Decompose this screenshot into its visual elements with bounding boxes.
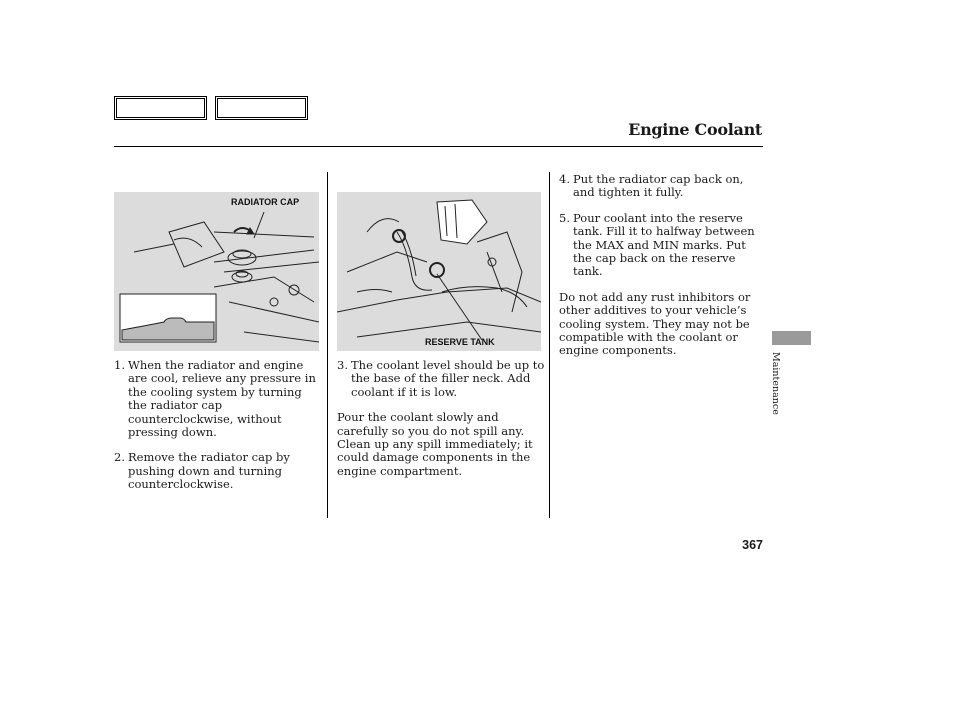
step-text: When the radiator and engine are cool, relieve any pressure in the cooling system by turning the radiator cap counterclockwise, without pressing down.: [128, 358, 316, 440]
column-divider: [327, 172, 328, 518]
page-number: 367: [742, 538, 763, 552]
step-number: 1.: [114, 358, 125, 372]
column-divider: [549, 172, 550, 518]
step-number: 5.: [559, 210, 570, 225]
radiator-cap-drawing: [114, 192, 319, 351]
body-paragraph: Pour the coolant slowly and carefully so you do not spill any. Clean up any spill immediately; it could damage components in the engine compartment.: [337, 410, 533, 478]
section-label: Maintenance: [770, 352, 781, 415]
page-title: Engine Coolant: [628, 120, 762, 139]
reserve-tank-label: RESERVE TANK: [425, 337, 495, 347]
step-number: 4.: [559, 172, 570, 186]
step-text: Remove the radiator cap by pushing down and turning counterclockwise.: [128, 450, 290, 492]
next-page-button[interactable]: [215, 96, 308, 120]
radiator-cap-illustration: [114, 192, 319, 351]
column-1-text: [114, 359, 320, 504]
step-number: 3.: [337, 358, 348, 372]
step-text: Put the radiator cap back on, and tighten it fully.: [573, 172, 744, 200]
reserve-tank-illustration: [337, 192, 541, 351]
step-text: Pour coolant into the reserve tank. Fill it to halfway between the MAX and MIN marks. Put the cap back on the reserve tank.: [573, 210, 755, 279]
step-item: [114, 359, 320, 439]
step-text: The coolant level should be up to the base of the filler neck. Add coolant if it is low.: [351, 358, 545, 399]
step-item: [559, 212, 765, 279]
step-item: [559, 173, 765, 200]
column-2-text: [337, 359, 545, 490]
reserve-tank-drawing: [337, 192, 541, 351]
body-paragraph: Do not add any rust inhibitors or other additives to your vehicle’s cooling system. They may not be compatible with the coolant or engine components.: [559, 289, 751, 358]
step-item: [337, 359, 545, 399]
previous-page-button[interactable]: [114, 96, 207, 120]
section-tab: [772, 331, 811, 345]
step-number: 2.: [114, 450, 125, 465]
step-item: [114, 451, 320, 491]
header-rule: [114, 146, 763, 147]
radiator-cap-label: RADIATOR CAP: [231, 197, 300, 207]
column-3-text: [559, 173, 765, 370]
